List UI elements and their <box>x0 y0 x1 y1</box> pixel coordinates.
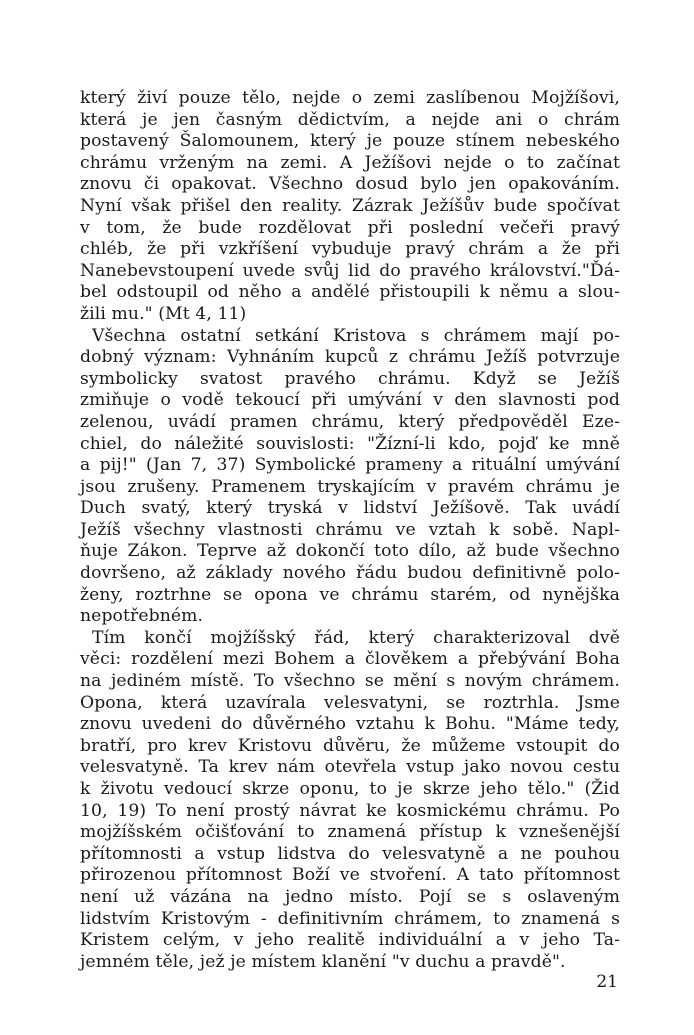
text-line: znovu či opakovat. Všechno dosud bylo jen opakováním. <box>80 174 620 195</box>
text-line: dovršeno, až základy nového řádu budou definitivně polo- <box>80 563 620 584</box>
page-number: 21 <box>596 972 618 992</box>
text-column <box>80 88 620 973</box>
text-line: zmiňuje o vodě tekoucí při umývání v den slavnosti pod <box>80 390 620 411</box>
text-line: jemném těle, jež je místem klanění "v duchu a pravdě". <box>80 951 566 972</box>
text-line: jsou zrušeny. Pramenem tryskajícím v pravém chrámu je <box>80 476 620 497</box>
text-line: která je jen časným dědictvím, a nejde ani o chrám <box>80 109 620 130</box>
text-line: znovu uvedeni do důvěrného vztahu k Bohu. "Máme tedy, <box>80 714 620 735</box>
paragraph-3 <box>80 628 620 974</box>
text-line: bratří, pro krev Kristovu důvěru, že můžeme vstoupit do <box>80 735 620 756</box>
text-line: postavený Šalomounem, který je pouze stínem nebeského <box>80 131 620 152</box>
text-line: ženy, roztrhne se opona ve chrámu starém, od nynějška <box>80 584 620 605</box>
text-line: věci: rozdělení mezi Bohem a člověkem a přebývání Boha <box>80 649 620 670</box>
text-line: Nanebevstoupení uvede svůj lid do pravého království."Ďá- <box>80 260 620 281</box>
text-line: Všechna ostatní setkání Kristova s chrámem mají po- <box>92 325 620 346</box>
text-line: 10, 19) To není prostý návrat ke kosmickému chrámu. Po <box>80 800 620 821</box>
text-line: přirozenou přítomnost Boží ve stvoření. A tato přítomnost <box>80 865 620 886</box>
text-line: Tím končí mojžíšský řád, který charakterizoval dvě <box>92 627 620 648</box>
text-line: lidstvím Kristovým - definitivním chrámem, to znamená s <box>80 908 620 929</box>
text-line: dobný význam: Vyhnáním kupců z chrámu Ježíš potvrzuje <box>80 347 620 368</box>
text-line: v tom, že bude rozdělovat při poslední večeři pravý <box>80 217 620 238</box>
text-line: nepotřebném. <box>80 606 204 627</box>
text-line: symbolicky svatost pravého chrámu. Když se Ježíš <box>80 368 620 389</box>
text-line: přítomnosti a vstup lidstva do velesvatyně a ne pouhou <box>80 843 620 864</box>
text-line: Kristem celým, v jeho realitě individuální a v jeho Ta- <box>80 930 620 951</box>
text-line: k životu vedoucí skrze oponu, to je skrze jeho tělo." (Žid <box>80 779 620 799</box>
text-line: Opona, která uzavírala velesvatyni, se roztrhla. Jsme <box>80 692 620 713</box>
text-line: který živí pouze tělo, nejde o zemi zaslíbenou Mojžíšovi, <box>80 88 620 108</box>
text-line: na jediném místě. To všechno se mění s novým chrámem. <box>80 671 620 692</box>
text-line: velesvatyně. Ta krev nám otevřela vstup jako novou cestu <box>80 757 620 778</box>
text-line: Duch svatý, který tryská v lidství Ježíšově. Tak uvádí <box>80 498 620 519</box>
text-line: Ježíš všechny vlastnosti chrámu ve vztah k sobě. Napl- <box>80 519 620 540</box>
text-line: Nyní však přišel den reality. Zázrak Ježíšův bude spočívat <box>80 195 620 216</box>
text-line: chiel, do náležité souvislosti: "Žízní-li kdo, pojď ke mně <box>80 433 620 454</box>
text-line: chléb, že při vzkříšení vybuduje pravý chrám a že při <box>80 239 620 260</box>
text-line: bel odstoupil od něho a andělé přistoupili k němu a slou- <box>80 282 620 303</box>
text-line: a pij!" (Jan 7, 37) Symbolické prameny a rituální umývání <box>80 455 620 476</box>
text-line: mojžíšském očišťování to znamená přístup k vznešenější <box>80 822 620 843</box>
text-line: žili mu." (Mt 4, 11) <box>80 303 247 324</box>
text-line: chrámu vrženým na zemi. A Ježíšovi nejde o to začínat <box>80 152 620 173</box>
paragraph-2 <box>80 326 620 628</box>
paragraph-1 <box>80 88 620 326</box>
text-line: ňuje Zákon. Teprve až dokončí toto dílo, až bude všechno <box>80 541 620 562</box>
text-line: zelenou, uvádí pramen chrámu, který předpověděl Eze- <box>80 411 620 432</box>
text-line: není už vázána na jedno místo. Pojí se s oslaveným <box>80 886 620 907</box>
